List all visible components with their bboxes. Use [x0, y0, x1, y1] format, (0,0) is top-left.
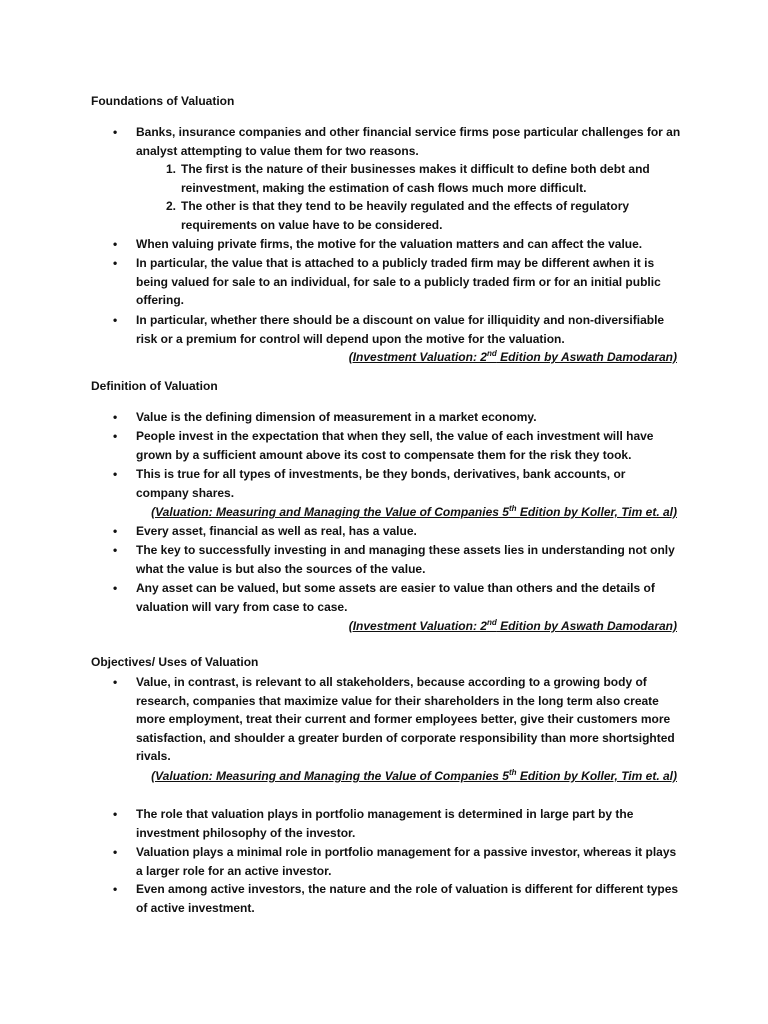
bullet-glyph: •	[113, 524, 118, 538]
section-heading-definition: Definition of Valuation	[91, 379, 218, 393]
citation-pre: (Investment Valuation: 2	[348, 350, 487, 364]
citation-post: Edition by Koller, Tim et. al)	[516, 769, 677, 783]
bullet-text: Valuation plays a minimal role in portfolio management for a passive investor, whereas it plays a larger role for an active investor.	[136, 845, 677, 878]
bullet-glyph: •	[113, 429, 118, 443]
section-heading-objectives: Objectives/ Uses of Valuation	[91, 655, 259, 669]
citation-koller	[151, 767, 677, 786]
citation-post: Edition by Aswath Damodaran)	[496, 350, 677, 364]
section-heading-foundations: Foundations of Valuation	[91, 94, 235, 108]
citation-sup: th	[508, 768, 517, 777]
bullet-text: This is true for all types of investments, be they bonds, derivatives, bank accounts, or company shares.	[136, 467, 626, 500]
bullet-glyph: •	[113, 807, 118, 821]
citation-pre: (Investment Valuation: 2	[348, 619, 487, 633]
citation-sup: th	[508, 504, 517, 513]
bullet-glyph: •	[113, 882, 118, 896]
bullet-glyph: •	[113, 313, 118, 327]
citation-pre: (Valuation: Measuring and Managing the Value of Companies 5	[151, 505, 509, 519]
citation-post: Edition by Koller, Tim et. al)	[516, 505, 677, 519]
bullet-glyph: •	[113, 543, 118, 557]
bullet-text: In particular, whether there should be a discount on value for illiquidity and non-diversifiable risk or a premium for control will depend upon the motive for the valuation.	[136, 313, 665, 346]
citation-damodaran	[349, 348, 677, 367]
bullet-glyph: •	[113, 410, 118, 424]
bullet-text: In particular, the value that is attached to a publicly traded firm may be different awhen it is being valued for sale to an individual, for sale to a publicly traded firm or for an initial public offering.	[136, 256, 661, 308]
bullet-text: When valuing private firms, the motive for the valuation matters and can affect the value.	[136, 237, 643, 251]
bullet-text: Any asset can be valued, but some assets are easier to value than others and the details of valuation will vary from case to case.	[136, 581, 655, 614]
bullet-text: People invest in the expectation that when they sell, the value of each investment will have grown by a sufficient amount above its cost to compensate them for the risk they took.	[136, 429, 654, 462]
bullet-glyph: •	[113, 256, 118, 270]
citation-pre: (Valuation: Measuring and Managing the Value of Companies 5	[151, 769, 509, 783]
bullet-glyph: •	[113, 467, 118, 481]
bullet-text: The role that valuation plays in portfolio management is determined in large part by the investment philosophy of the investor.	[136, 807, 634, 840]
citation-post: Edition by Aswath Damodaran)	[496, 619, 677, 633]
bullet-text: Every asset, financial as well as real, has a value.	[136, 524, 417, 538]
numbered-item-text: The first is the nature of their businesses makes it difficult to define both debt and reinvestment, making the estimation of cash flows much more difficult.	[181, 162, 650, 195]
numbered-item-text: The other is that they tend to be heavily regulated and the effects of regulatory requirements on value have to be considered.	[181, 199, 630, 232]
list-number: 1.	[165, 162, 176, 176]
citation-sup: nd	[486, 618, 497, 627]
list-number: 2.	[165, 199, 176, 213]
citation-sup: nd	[486, 349, 497, 358]
citation-koller	[151, 503, 677, 522]
bullet-text: Value is the defining dimension of measurement in a market economy.	[136, 410, 537, 424]
bullet-glyph: •	[113, 675, 118, 689]
bullet-text: Even among active investors, the nature and the role of valuation is different for different types of active investment.	[136, 882, 679, 915]
bullet-text: Value, in contrast, is relevant to all stakeholders, because according to a growing body of research, companies that maximize value for their shareholders in the long term also create more employment, treat their current and former employees better, give their customers more satisfaction, and shoulder a greater burden of corporate responsibility than more shortsighted rivals.	[136, 675, 675, 764]
bullet-glyph: •	[113, 845, 118, 859]
bullet-text: Banks, insurance companies and other financial service firms pose particular challenges for an analyst attempting to value them for two reasons.	[136, 125, 681, 158]
bullet-glyph: •	[113, 581, 118, 595]
citation-damodaran	[349, 617, 677, 636]
bullet-text: The key to successfully investing in and managing these assets lies in understanding not only what the value is but also the sources of the value.	[136, 543, 675, 576]
bullet-glyph: •	[113, 237, 118, 251]
bullet-glyph: •	[113, 125, 118, 139]
